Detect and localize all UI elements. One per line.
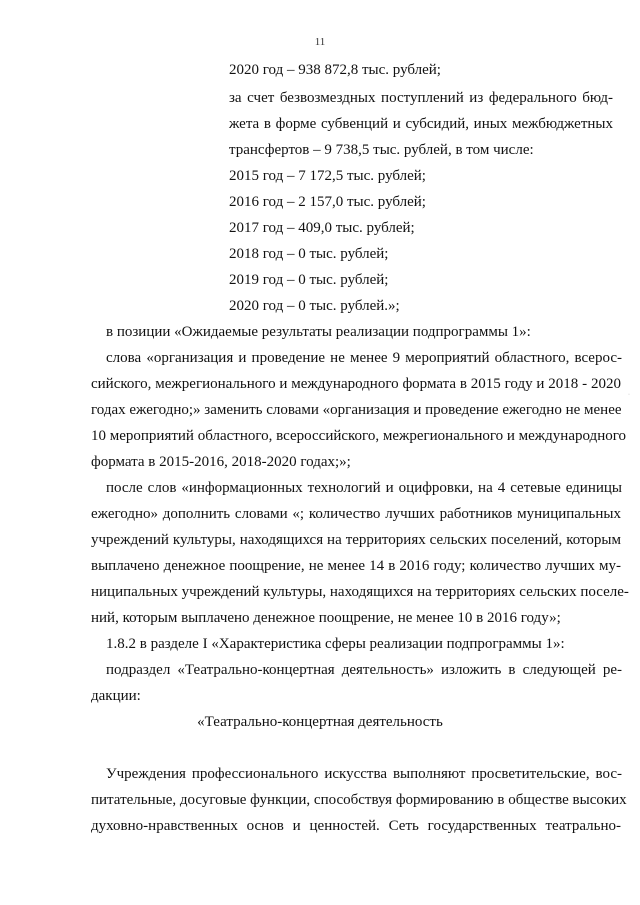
- text-line: 2020 год – 0 тыс. рублей.»;: [229, 298, 400, 314]
- text-line: сийского, межрегионального и международного формата в 2015 году и 2018 - 2020: [91, 376, 621, 392]
- text-line: ежегодно» дополнить словами «; количество лучших работников муниципальных: [91, 506, 621, 522]
- text-line: слова «организация и проведение не менее 9 мероприятий областного, всерос-: [106, 350, 622, 366]
- text-line: после слов «информационных технологий и оцифровки, на 4 сетевые единицы: [106, 480, 622, 496]
- text-line: выплачено денежное поощрение, не менее 14 в 2016 году; количество лучших му-: [91, 558, 621, 574]
- text-line: учреждений культуры, находящихся на территориях сельских поселений, которым: [91, 532, 621, 548]
- text-line: формата в 2015-2016, 2018-2020 годах;»;: [91, 454, 351, 470]
- text-line: питательные, досуговые функции, способствуя формированию в обществе высоких: [91, 792, 627, 808]
- text-line: 2017 год – 409,0 тыс. рублей;: [229, 220, 415, 236]
- page-number: 11: [314, 36, 326, 48]
- text-line: дакции:: [91, 688, 141, 704]
- text-line: ниципальных учреждений культуры, находящихся на территориях сельских поселе-: [91, 584, 629, 600]
- text-line: 10 мероприятий областного, всероссийского, межрегионального и международного: [91, 428, 626, 444]
- text-line: 1.8.2 в разделе I «Характеристика сферы реализации подпрограммы 1»:: [106, 636, 565, 652]
- text-line: 2020 год – 938 872,8 тыс. рублей;: [229, 62, 441, 78]
- text-line: 2016 год – 2 157,0 тыс. рублей;: [229, 194, 426, 210]
- text-line: Учреждения профессионального искусства выполняют просветительские, вос-: [106, 766, 622, 782]
- text-line: в позиции «Ожидаемые результаты реализации подпрограммы 1»:: [106, 324, 531, 340]
- text-line: жета в форме субвенций и субсидий, иных межбюджетных: [229, 116, 613, 132]
- text-line: духовно-нравственных основ и ценностей. Сеть государственных театрально-: [91, 818, 621, 834]
- text-line: ний, которым выплачено денежное поощрение, не менее 10 в 2016 году»;: [91, 610, 561, 626]
- text-line: трансфертов – 9 738,5 тыс. рублей, в том числе:: [229, 142, 534, 158]
- text-line: подраздел «Театрально-концертная деятельность» изложить в следующей ре-: [106, 662, 622, 678]
- text-line: 2018 год – 0 тыс. рублей;: [229, 246, 389, 262]
- text-line: за счет безвозмездных поступлений из федерального бюд-: [229, 90, 613, 106]
- text-line: 2015 год – 7 172,5 тыс. рублей;: [229, 168, 426, 184]
- section-heading: «Театрально-концертная деятельность: [197, 714, 443, 730]
- text-line: годах ежегодно;» заменить словами «организация и проведение ежегодно не менее: [91, 402, 622, 418]
- text-line: 2019 год – 0 тыс. рублей;: [229, 272, 389, 288]
- scan-speck: ·: [628, 392, 630, 398]
